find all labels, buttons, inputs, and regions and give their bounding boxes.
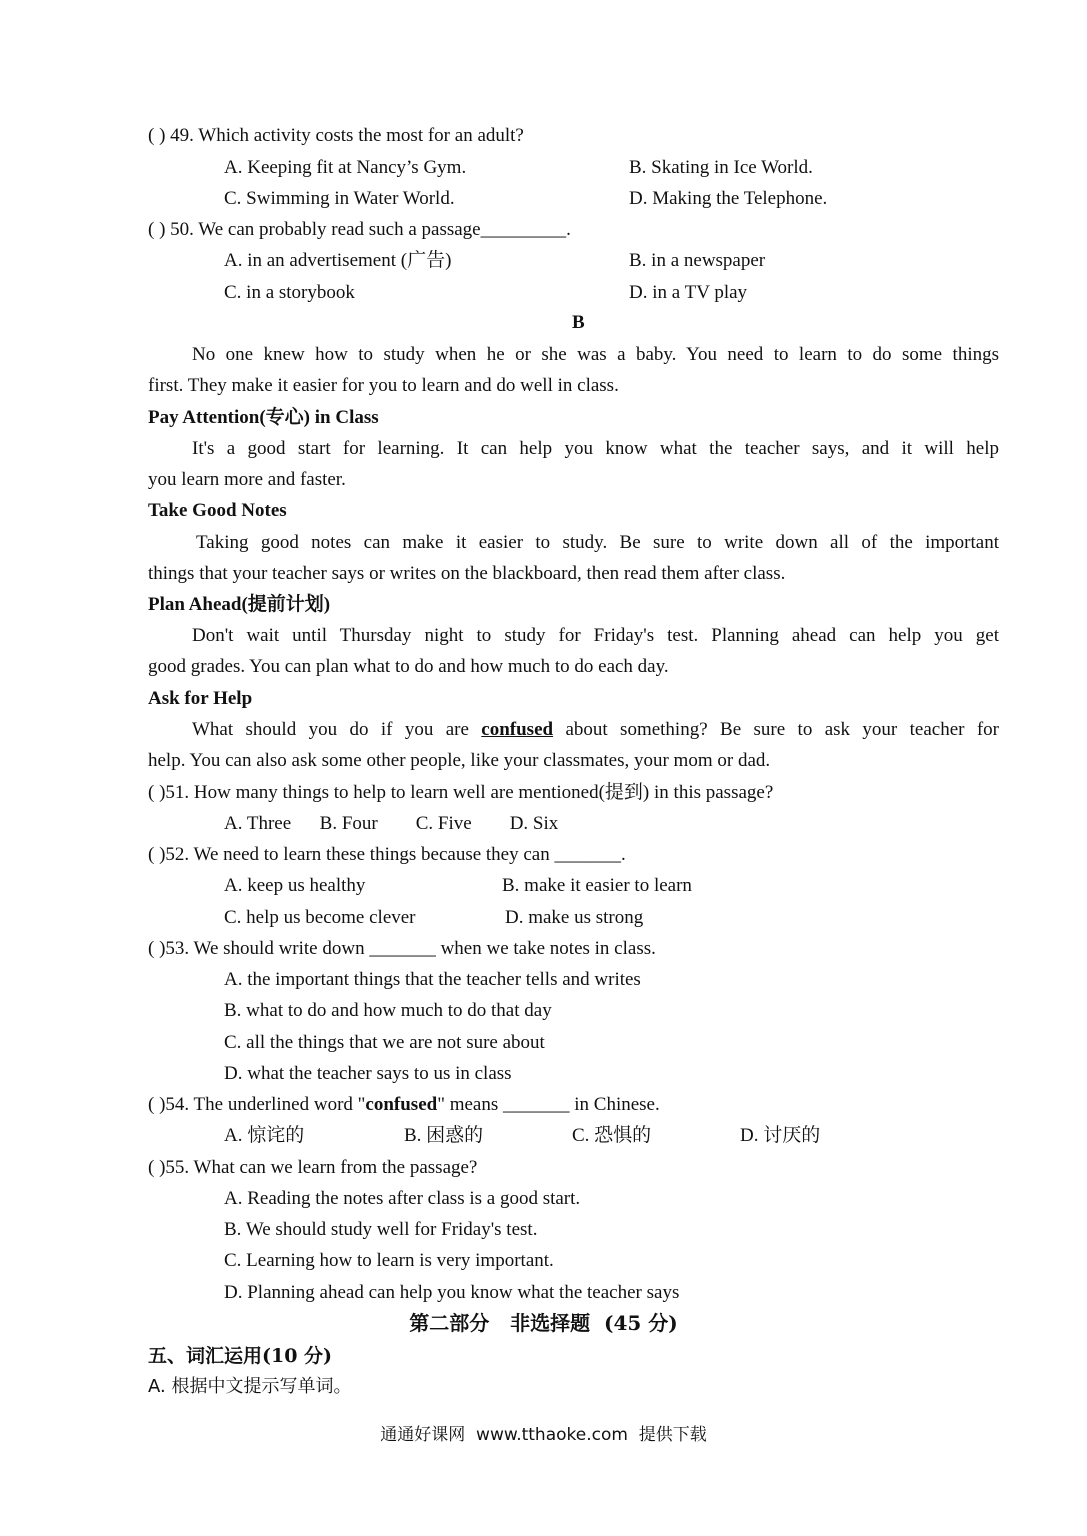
question-54-option-a: A. 惊诧的: [224, 1125, 305, 1146]
underlined-word: confused: [481, 719, 554, 740]
paragraph-line: Don't wait until Thursday night to study for Friday's test. Planning ahead can help you get: [192, 625, 999, 646]
question-50-option-a: A. in an advertisement (广告): [224, 250, 452, 271]
question-54-option-b: B. 困惑的: [404, 1125, 484, 1146]
paragraph-line: It's a good start for learning. It can help you know what the teacher says, and it will help: [192, 438, 999, 459]
question-53-option-d: D. what the teacher says to us in class: [224, 1063, 512, 1084]
question-50-option-d: D. in a TV play: [629, 282, 748, 303]
question-53-option-b: B. what to do and how much to do that day: [224, 1000, 552, 1021]
question-50-option-c: C. in a storybook: [224, 282, 355, 303]
question-54-option-c: C. 恐惧的: [572, 1125, 652, 1146]
question-51-stem: ( )51. How many things to help to learn well are mentioned(提到) in this passage?: [148, 782, 774, 803]
heading-pay-attention: Pay Attention(专心) in Class: [148, 407, 379, 428]
passage-intro-line-1: No one knew how to study when he or she was a baby. You need to learn to do some things: [192, 344, 999, 365]
question-text: ( )54. The underlined word ": [148, 1094, 366, 1115]
question-52-stem: ( )52. We need to learn these things because they can _______.: [148, 844, 626, 865]
passage-intro-line-2: first. They make it easier for you to learn and do well in class.: [148, 375, 619, 396]
question-53-stem: ( )53. We should write down _______ when we take notes in class.: [148, 938, 656, 959]
paragraph-ask-for-help: [148, 718, 999, 773]
paragraph-plan-ahead: [148, 624, 999, 679]
question-49-option-a: A. Keeping fit at Nancy’s Gym.: [224, 157, 467, 178]
question-52-option-c: C. help us become clever: [224, 907, 416, 928]
bold-word: confused: [365, 1094, 438, 1115]
paragraph-line: help. You can also ask some other people, like your classmates, your mom or dad.: [148, 750, 771, 771]
question-55-option-a: A. Reading the notes after class is a good start.: [224, 1188, 581, 1209]
footer-text: 通通好课网 www.tthaoke.com 提供下载: [380, 1425, 707, 1445]
question-54-stem: [148, 1093, 660, 1117]
paragraph-line: things that your teacher says or writes on the blackboard, then read them after class.: [148, 563, 786, 584]
passage-intro: [148, 343, 999, 398]
question-54-option-d: D. 讨厌的: [740, 1125, 821, 1146]
question-49-option-c: C. Swimming in Water World.: [224, 188, 455, 209]
question-49-stem: ( ) 49. Which activity costs the most for an adult?: [148, 125, 524, 146]
question-50-stem: ( ) 50. We can probably read such a passage_________.: [148, 219, 571, 240]
passage-label: B: [572, 312, 585, 333]
question-49-option-d: D. Making the Telephone.: [629, 188, 828, 209]
paragraph-line: Taking good notes can make it easier to study. Be sure to write down all of the important: [196, 532, 999, 553]
question-53-option-a: A. the important things that the teacher tells and writes: [224, 969, 641, 990]
paragraph-line: good grades. You can plan what to do and how much to do each day.: [148, 656, 669, 677]
question-text: " means _______ in Chinese.: [437, 1094, 660, 1115]
question-52-option-b: B. make it easier to learn: [502, 875, 692, 896]
question-55-stem: ( )55. What can we learn from the passage?: [148, 1157, 478, 1178]
question-55-option-b: B. We should study well for Friday's test.: [224, 1219, 538, 1240]
heading-plan-ahead: Plan Ahead(提前计划): [148, 594, 331, 615]
question-55-option-d: D. Planning ahead can help you know what the teacher says: [224, 1282, 680, 1303]
question-55-option-c: C. Learning how to learn is very important.: [224, 1250, 554, 1271]
section-five-a-instruction: A. 根据中文提示写单词。: [148, 1376, 352, 1397]
paragraph-text: What should you do if you are: [192, 719, 482, 740]
question-51-options: A. Three B. Four C. Five D. Six: [224, 813, 559, 834]
paragraph-text: about something? Be sure to ask your teacher for: [553, 719, 999, 740]
paragraph-line: you learn more and faster.: [148, 469, 346, 490]
question-52-option-d: D. make us strong: [505, 907, 644, 928]
question-53-option-c: C. all the things that we are not sure about: [224, 1032, 545, 1053]
heading-take-good-notes: Take Good Notes: [148, 500, 287, 521]
paragraph-pay-attention: [148, 437, 999, 492]
question-50-option-b: B. in a newspaper: [629, 250, 766, 271]
question-52-option-a: A. keep us healthy: [224, 875, 366, 896]
question-49-option-b: B. Skating in Ice World.: [629, 157, 813, 178]
heading-ask-for-help: Ask for Help: [148, 688, 253, 709]
paragraph-line: [148, 718, 999, 742]
section-five-heading: 五、词汇运用(10 分): [148, 1345, 333, 1367]
paragraph-take-good-notes: [148, 531, 999, 586]
part-two-heading: 第二部分 非选择题 (45 分): [409, 1311, 678, 1335]
